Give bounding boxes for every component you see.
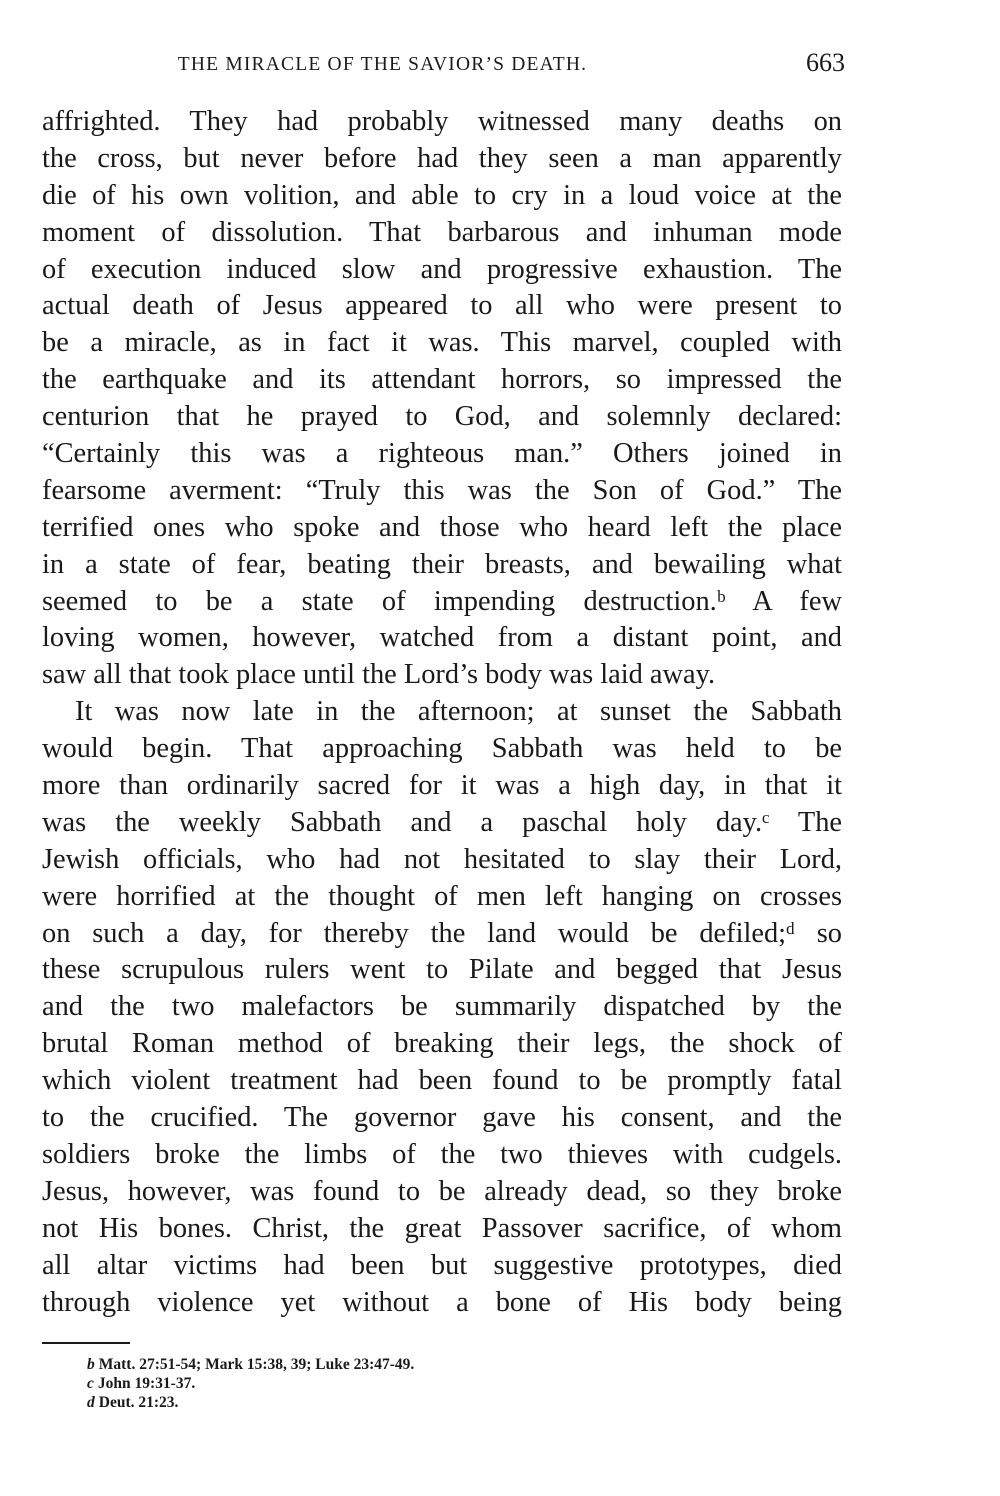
footnote-marker: d	[87, 1394, 95, 1411]
footnote-text: Matt. 27:51-54; Mark 15:38, 39; Luke 23:47-49.	[98, 1356, 415, 1373]
text-line: and the two malefactors be summarily dispatched by the	[42, 991, 842, 1023]
text-line: seemed to be a state of impending destruction.ᵇ A few	[42, 585, 842, 617]
text-line: which violent treatment had been found to be promptly fatal	[42, 1065, 842, 1097]
footnote-text: John 19:31-37.	[97, 1375, 196, 1392]
footnote-marker: b	[87, 1356, 95, 1373]
text-line: would begin. That approaching Sabbath was held to be	[42, 733, 842, 765]
text-line: soldiers broke the limbs of the two thieves with cudgels.	[42, 1138, 842, 1170]
text-line: terrified ones who spoke and those who heard left the place	[42, 511, 842, 543]
text-line: die of his own volition, and able to cry in a loud voice at the	[42, 179, 842, 211]
text-line: Jesus, however, was found to be already dead, so they broke	[42, 1175, 842, 1207]
footnote-d	[87, 1393, 787, 1412]
text-line: brutal Roman method of breaking their legs, the shock of	[42, 1028, 842, 1060]
text-line: centurion that he prayed to God, and solemnly declared:	[42, 401, 842, 433]
text-line: the cross, but never before had they seen a man apparently	[42, 142, 842, 174]
footnote-b	[87, 1355, 787, 1374]
body-text	[42, 104, 842, 1321]
text-line: to the crucified. The governor gave his consent, and the	[42, 1102, 842, 1134]
footnote-marker: c	[87, 1375, 94, 1392]
text-line: all altar victims had been but suggestive prototypes, died	[42, 1249, 842, 1281]
text-line: were horrified at the thought of men left hanging on crosses	[42, 880, 842, 912]
text-line: loving women, however, watched from a distant point, and	[42, 622, 842, 654]
running-head	[40, 46, 845, 80]
footnote-text: Deut. 21:23.	[98, 1394, 179, 1411]
text-line: It was now late in the afternoon; at sunset the Sabbath	[75, 696, 842, 728]
text-line: Jewish officials, who had not hesitated to slay their Lord,	[42, 843, 842, 875]
text-line: was the weekly Sabbath and a paschal holy day.ᶜ The	[42, 806, 842, 838]
text-line: “Certainly this was a righteous man.” Others joined in	[42, 438, 842, 470]
text-line: more than ordinarily sacred for it was a high day, in that it	[42, 770, 842, 802]
page-number: 663	[806, 48, 845, 77]
text-line: the earthquake and its attendant horrors, so impressed the	[42, 364, 842, 396]
footnotes	[87, 1355, 787, 1412]
text-line: in a state of fear, beating their breasts, and bewailing what	[42, 548, 842, 580]
text-line: be a miracle, as in fact it was. This marvel, coupled with	[42, 327, 842, 359]
text-line: these scrupulous rulers went to Pilate and begged that Jesus	[42, 954, 842, 986]
text-line: saw all that took place until the Lord’s body was laid away.	[42, 659, 716, 691]
text-line: of execution induced slow and progressive exhaustion. The	[42, 253, 842, 285]
text-line: fearsome averment: “Truly this was the Son of God.” The	[42, 474, 842, 506]
text-line: actual death of Jesus appeared to all who were present to	[42, 290, 842, 322]
running-title: THE MIRACLE OF THE SAVIOR’S DEATH.	[177, 54, 588, 75]
text-line: moment of dissolution. That barbarous and inhuman mode	[42, 216, 842, 248]
footnote-c	[87, 1374, 787, 1393]
text-line: not His bones. Christ, the great Passover sacrifice, of whom	[42, 1212, 842, 1244]
text-line: on such a day, for thereby the land would be defiled;ᵈ so	[42, 917, 842, 949]
text-line: affrighted. They had probably witnessed many deaths on	[42, 106, 842, 137]
text-line: through violence yet without a bone of His body being	[42, 1286, 842, 1318]
footnote-divider	[42, 1342, 130, 1344]
